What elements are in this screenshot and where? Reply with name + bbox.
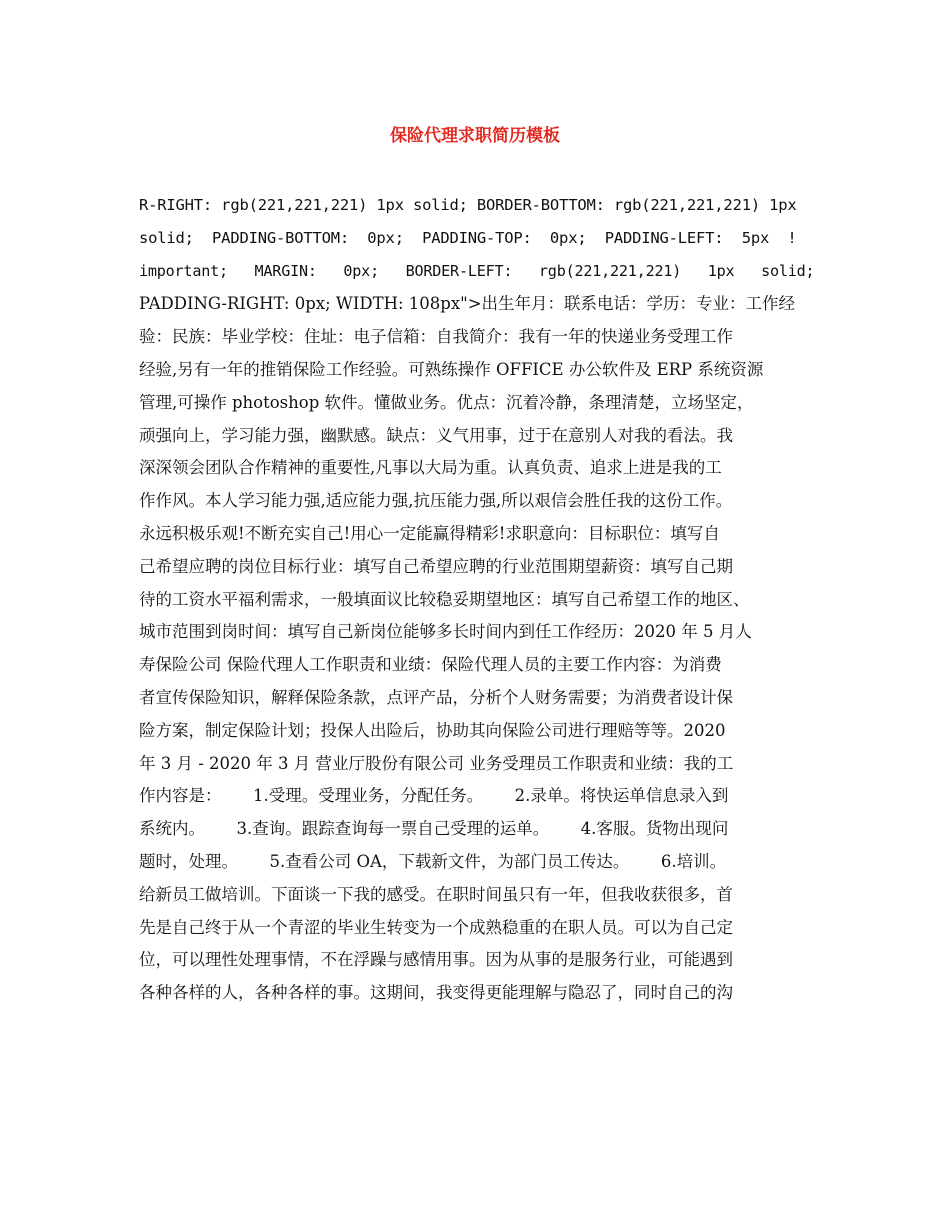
- document-body: [139, 192, 813, 1012]
- body-line: important; MARGIN: 0px; BORDER-LEFT: rgb(221,221,221) 1px solid;: [139, 261, 815, 280]
- body-line: 深深领会团队合作精神的重要性,凡事以大局为重。认真负责、追求上进是我的工: [139, 458, 722, 478]
- body-line: 给新员工做培训。下面谈一下我的感受。在职时间虽只有一年，但我收获很多，首: [139, 884, 733, 904]
- body-line: 待的工资水平福利需求，一般填面议比较稳妥期望地区：填写自己希望工作的地区、: [139, 589, 750, 609]
- body-line: 寿保险公司 保险代理人工作职责和业绩：保险代理人员的主要工作内容：为消费: [139, 655, 722, 675]
- body-line: R-RIGHT: rgb(221,221,221) 1px solid; BORDER-BOTTOM: rgb(221,221,221) 1px: [139, 196, 797, 214]
- body-line: 系统内。 3.查询。跟踪查询每一票自己受理的运单。 4.客服。货物出现问: [139, 819, 729, 839]
- document-title: 保险代理求职简历模板: [390, 126, 560, 146]
- body-line: 题时，处理。 5.查看公司 OA，下载新文件，为部门员工传达。 6.培训。: [139, 851, 727, 871]
- body-line: 者宣传保险知识，解释保险条款，点评产品，分析个人财务需要；为消费者设计保: [139, 687, 733, 707]
- body-line: 管理,可操作 photoshop 软件。懂做业务。优点：沉着冷静，条理清楚，立场坚定，: [139, 392, 754, 412]
- body-line: 经验,另有一年的推销保险工作经验。可熟练操作 OFFICE 办公软件及 ERP 系统资源: [139, 359, 764, 379]
- body-line: 年 3 月 - 2020 年 3 月 营业厅股份有限公司 业务受理员工作职责和业绩：我的工: [139, 753, 734, 773]
- body-line: 作作风。本人学习能力强,适应能力强,抗压能力强,所以艰信会胜任我的这份工作。: [139, 491, 733, 511]
- body-line: 己希望应聘的岗位目标行业：填写自己希望应聘的行业范围期望薪资：填写自己期: [139, 556, 733, 576]
- body-line: PADDING-RIGHT: 0px; WIDTH: 108px">出生年月：联系电话：学历：专业：工作经: [139, 294, 796, 314]
- body-line: 城市范围到岗时间：填写自己新岗位能够多长时间内到任工作经历：2020 年 5 月人: [139, 622, 752, 642]
- body-line: 作内容是： 1.受理。受理业务，分配任务。 2.录单。将快运单信息录入到: [139, 786, 729, 806]
- body-line: 各种各样的人，各种各样的事。这期间，我变得更能理解与隐忍了，同时自己的沟: [139, 983, 733, 1003]
- body-line: 位，可以理性处理事情，不在浮躁与感情用事。因为从事的是服务行业，可能遇到: [139, 950, 733, 970]
- body-line: 验：民族：毕业学校：住址：电子信箱：自我简介：我有一年的快递业务受理工作: [139, 327, 733, 347]
- body-line: 险方案，制定保险计划；投保人出险后，协助其向保险公司进行理赔等等。2020: [139, 720, 726, 740]
- body-line: 顽强向上，学习能力强，幽默感。缺点：义气用事，过于在意别人对我的看法。我: [139, 425, 733, 445]
- body-line: solid; PADDING-BOTTOM: 0px; PADDING-TOP: 0px; PADDING-LEFT: 5px !: [139, 228, 797, 247]
- body-line: 永远积极乐观!不断充实自己!用心一定能赢得精彩!求职意向：目标职位：填写自: [139, 523, 720, 543]
- body-line: 先是自己终于从一个青涩的毕业生转变为一个成熟稳重的在职人员。可以为自己定: [139, 917, 733, 937]
